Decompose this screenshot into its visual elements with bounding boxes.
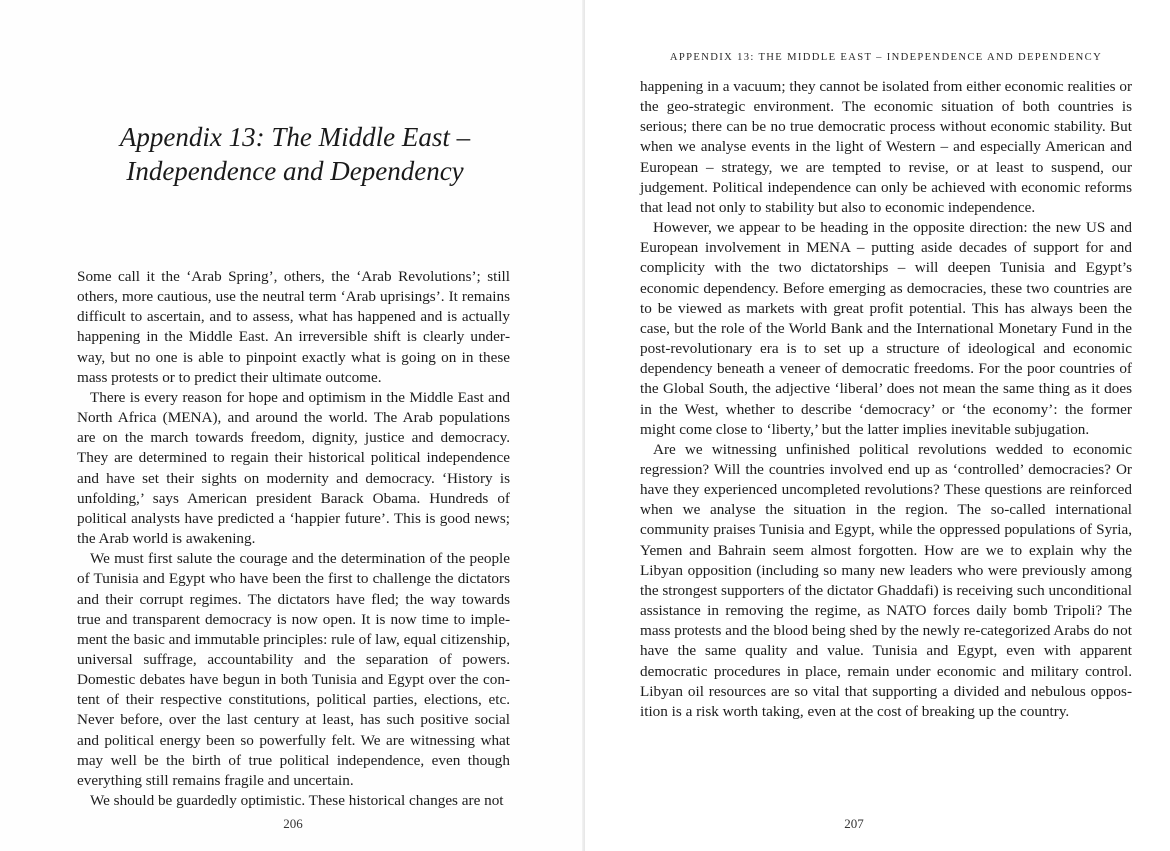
- paragraph: There is every reason for hope and optimism in the Middle East and North Africa (MENA), and around the world. The Arab populations are on the march towards freedom, dignity, justice and democracy. They are determined to regain their historical political independence and have set their sights on modernity and democracy. ‘History is unfolding,’ says American president Barack Obama. Hundreds of political analysts have predicted a ‘happier future’. This is good news; the Arab world is awakening.: [77, 388, 510, 548]
- page-number: 207: [844, 816, 864, 831]
- running-head: APPENDIX 13: THE MIDDLE EAST – INDEPENDENCE AND DEPENDENCY: [669, 52, 1103, 63]
- paragraph: We must first salute the courage and the determination of the people of Tunisia and Egypt who have been the first to challenge the dictators and their corrupt regimes. The dictators have fled; the way towards true and transparent democracy is now open. It is now time to implement the basic and immutable principles: rule of law, equal citizenship, universal suffrage, accountability and the separation of powers. Domestic debates have begun in both Tunisia and Egypt over the content of their respective constitutions, political parties, elections, etc. Never before, over the last century at least, has such positive social and political energy been so powerfully felt. We are witnessing what may well be the birth of true political independence, even though everything still remains fragile and uncertain.: [77, 550, 510, 789]
- right-body-text: [640, 77, 1132, 722]
- left-body-text: [77, 267, 510, 811]
- right-page: [585, 0, 1170, 851]
- paragraph: We should be guardedly optimistic. These historical changes are not: [90, 792, 504, 810]
- paragraph: Are we witnessing unfinished political revolutions wedded to economic regression? Will the countries involved end up as ‘controlled’ democracies? Or have they experienced uncompleted revolutions? These questions are reinforced when we analyse the situation in the region. The so-called international community praises Tunisia and Egypt, while the oppressed populations of Syria, Yemen and Bahrain seem almost forgotten. How are we to explain why the Libyan opposition (including so many new leaders who were previously among the strongest supporters of the dictator Ghaddafi) is receiving such unconditional assistance in removing the regime, as NATO forces daily bomb Tripoli? The mass protests and the blood being shed by the newly re-categorized Arabs do not have the same quality and value. Tunisia and Egypt, even with apparent democratic procedures in place, remain under economic and military control. Libyan oil resources are so vital that supporting a divided and nebulous opposition is a risk worth taking, even at the cost of breaking up the country.: [640, 440, 1132, 720]
- chapter-title-line-2: Independence and Dependency: [126, 156, 464, 186]
- chapter-title: [80, 120, 510, 188]
- paragraph: Some call it the ‘Arab Spring’, others, the ‘Arab Revolutions’; still others, more cautious, use the neutral term ‘Arab uprisings’. It remains difficult to ascertain, and to assess, what has happened and is actually happening in the Middle East. An irreversible shift is clearly underway, but no one is able to pinpoint exactly what is going on in these mass protests or to predict their ultimate outcome.: [77, 268, 510, 386]
- chapter-title-line-1: Appendix 13: The Middle East –: [119, 122, 471, 152]
- paragraph: happening in a vacuum; they cannot be isolated from either economic realities or the geo-strategic environment. The economic situation of both countries is serious; there can be no true democratic process without economic stability. But when we analyse events in the light of Western – and especially American and European – strategy, we are tempted to revise, or at least to suspend, our judgement. Political independence can only be achieved with economic reforms that lead not only to stability but also to economic independence.: [640, 78, 1132, 216]
- paragraph: However, we appear to be heading in the opposite direction: the new US and European involvement in MENA – putting aside decades of support for and complicity with the two dictatorships – will deepen Tunisia and Egypt’s economic dependency. Before emerging as democracies, these two countries are to be viewed as markets with great profit potential. This has always been the case, but the role of the World Bank and the International Monetary Fund in the post-revolutionary era is to set up a structure of ideological and economic dependency beneath a veneer of democratic freedoms. For the poor countries of the Global South, the adjective ‘liberal’ does not mean the same thing as it does in the West, whether to describe ‘democracy’ or ‘the economy’: the former might come close to ‘liberty,’ but the latter implies inevitable subjugation.: [640, 219, 1132, 438]
- page-number: 206: [283, 816, 303, 831]
